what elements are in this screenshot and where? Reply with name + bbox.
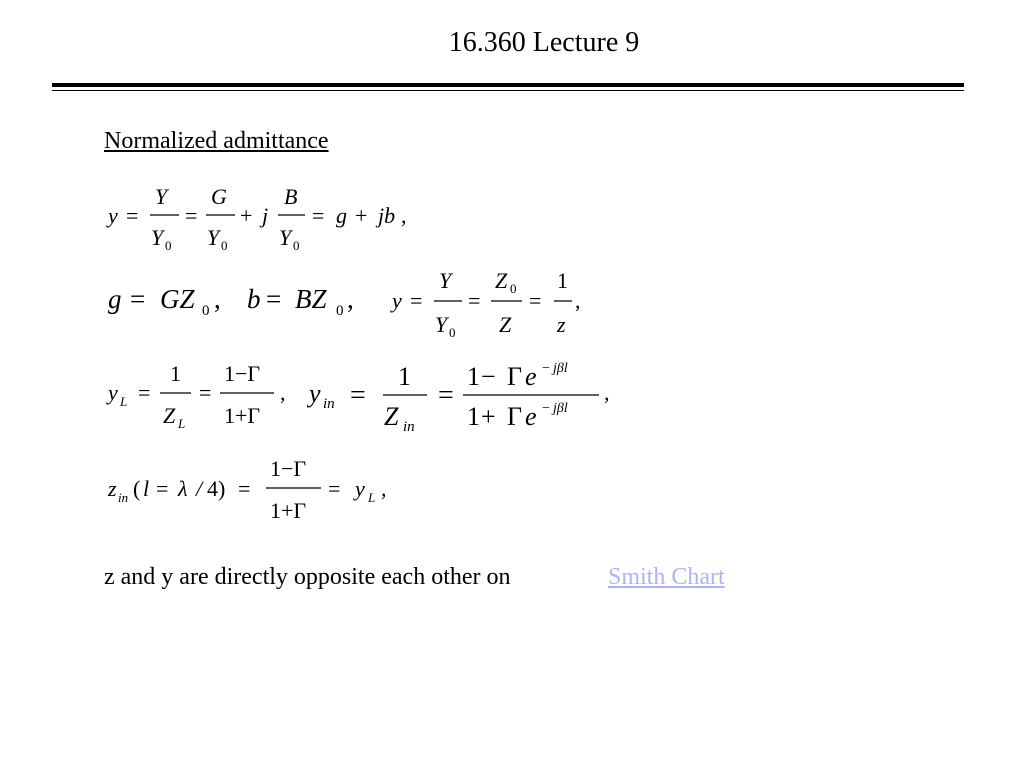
svg-text:+: + xyxy=(355,203,368,228)
svg-text:=: = xyxy=(238,476,251,501)
svg-text:=: = xyxy=(130,284,146,314)
svg-text:=: = xyxy=(468,288,481,313)
svg-text:,: , xyxy=(401,203,407,228)
svg-text:−: − xyxy=(481,362,496,391)
svg-text:in: in xyxy=(118,490,129,505)
svg-text:Y: Y xyxy=(155,184,168,209)
svg-text:1−Γ: 1−Γ xyxy=(224,361,261,386)
svg-text:jβl: jβl xyxy=(553,401,568,416)
svg-text:0: 0 xyxy=(293,238,300,253)
equation-admittance-definition xyxy=(106,184,407,253)
svg-text:1+Γ: 1+Γ xyxy=(224,403,261,428)
svg-text:,: , xyxy=(575,288,581,313)
svg-text:0: 0 xyxy=(221,238,228,253)
svg-text:L: L xyxy=(368,490,376,505)
svg-text:=: = xyxy=(328,476,341,501)
svg-text:(: ( xyxy=(133,476,141,501)
svg-text:Y: Y xyxy=(279,225,292,250)
svg-text:1+Γ: 1+Γ xyxy=(270,498,307,523)
svg-text:,: , xyxy=(347,284,354,314)
svg-text:=: = xyxy=(199,380,212,405)
svg-text:L: L xyxy=(178,416,186,431)
svg-text:G: G xyxy=(211,184,227,209)
svg-text:λ: λ xyxy=(178,476,188,501)
svg-text:=: = xyxy=(185,203,198,228)
equation-load-admittance xyxy=(106,361,610,435)
svg-text:in: in xyxy=(403,419,415,435)
svg-text:=: = xyxy=(312,203,325,228)
svg-text:=: = xyxy=(126,203,139,228)
svg-text:e: e xyxy=(525,362,537,391)
svg-text:=: = xyxy=(138,380,151,405)
svg-text:g: g xyxy=(108,284,122,314)
svg-text:y: y xyxy=(309,379,321,408)
svg-text:e: e xyxy=(525,402,537,431)
svg-text:=: = xyxy=(529,288,542,313)
svg-text:y: y xyxy=(355,476,365,501)
svg-text:1: 1 xyxy=(467,362,480,391)
svg-text:y: y xyxy=(108,380,118,405)
equation-quarter-wave xyxy=(107,456,387,523)
svg-text:4): 4) xyxy=(207,476,226,501)
svg-text:Y: Y xyxy=(439,268,452,293)
svg-text:1: 1 xyxy=(170,361,181,386)
svg-text:j: j xyxy=(262,203,269,228)
svg-text:B: B xyxy=(284,184,298,209)
svg-text:z: z xyxy=(557,312,566,337)
svg-text:−: − xyxy=(542,401,550,416)
svg-text:1: 1 xyxy=(557,268,568,293)
svg-text:=: = xyxy=(438,380,454,411)
svg-text:1: 1 xyxy=(467,402,480,431)
svg-text:1: 1 xyxy=(398,362,411,391)
svg-text:+: + xyxy=(481,402,496,431)
svg-text:Y: Y xyxy=(435,312,448,337)
svg-text:1−Γ: 1−Γ xyxy=(270,456,307,481)
svg-text:b: b xyxy=(247,284,261,314)
svg-text:+: + xyxy=(240,203,253,228)
svg-text:−: − xyxy=(542,361,550,376)
svg-text:=: = xyxy=(410,288,423,313)
svg-text:=: = xyxy=(266,284,282,314)
svg-text:L: L xyxy=(120,394,128,409)
equation-normalized-conductance xyxy=(108,268,581,340)
svg-text:Γ: Γ xyxy=(507,402,523,431)
svg-text:,: , xyxy=(280,380,286,405)
svg-text:l: l xyxy=(143,476,150,501)
svg-text:Y: Y xyxy=(151,225,164,250)
svg-text:,: , xyxy=(604,380,610,405)
svg-text:z: z xyxy=(108,476,117,501)
slide-title: 16.360 Lecture 9 xyxy=(448,27,640,58)
svg-text:y: y xyxy=(392,288,402,313)
svg-text:,: , xyxy=(214,284,221,314)
svg-text:g: g xyxy=(336,203,347,228)
smith-chart-link[interactable]: Smith Chart xyxy=(608,564,725,590)
svg-text:Z: Z xyxy=(499,312,512,337)
svg-text:0: 0 xyxy=(449,325,456,340)
svg-text:0: 0 xyxy=(165,238,172,253)
svg-text:y: y xyxy=(108,203,118,228)
svg-text:Z: Z xyxy=(163,403,176,428)
svg-text:0: 0 xyxy=(336,303,344,319)
svg-text:BZ: BZ xyxy=(295,284,327,314)
svg-text:0: 0 xyxy=(510,281,517,296)
svg-text:=: = xyxy=(156,476,169,501)
svg-text:=: = xyxy=(350,380,366,411)
svg-text:,: , xyxy=(381,476,387,501)
svg-text:jβl: jβl xyxy=(553,361,568,376)
svg-text:jb: jb xyxy=(378,203,396,228)
section-heading: Normalized admittance xyxy=(104,128,329,154)
svg-text:Z: Z xyxy=(495,268,508,293)
svg-text:Γ: Γ xyxy=(507,362,523,391)
bottom-statement: z and y are directly opposite each other on xyxy=(104,564,511,590)
svg-text:/: / xyxy=(196,476,203,501)
svg-text:Z: Z xyxy=(384,402,399,431)
svg-text:in: in xyxy=(323,396,335,412)
svg-text:Y: Y xyxy=(207,225,220,250)
svg-text:0: 0 xyxy=(202,303,210,319)
svg-text:GZ: GZ xyxy=(160,284,195,314)
